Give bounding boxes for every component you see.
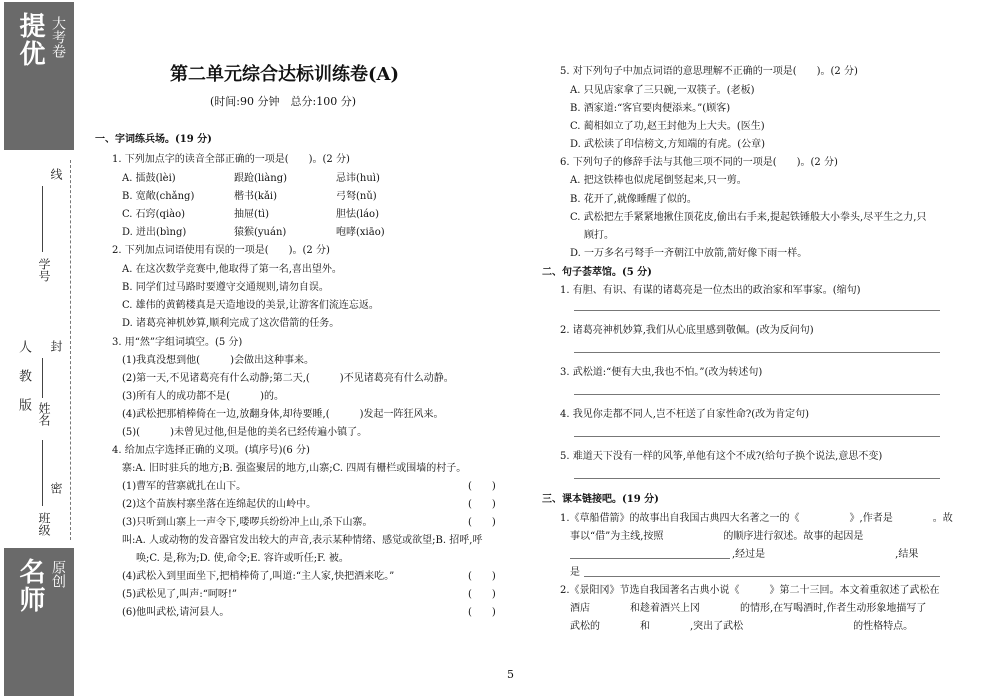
mark-xian: 线 — [49, 168, 63, 180]
option-a-word: 跟跄(liàng) — [234, 173, 288, 184]
fill-item: 事以“借”为主线,按照 的顺序进行叙述。故事的起因是 — [570, 531, 864, 542]
option-d: D. 迸出(bìng) — [122, 227, 187, 238]
brand-bottom-subtitle: 原创 — [50, 560, 66, 588]
brand-top-title: 提优 — [15, 12, 45, 68]
field-id-line — [42, 186, 43, 252]
answer-line — [574, 394, 940, 395]
option-a-word: 忌讳(huì) — [336, 173, 380, 184]
question-stem: 2. 下列加点词语使用有误的一项是( )。(2 分) — [112, 245, 330, 256]
option-a: A. 擂鼓(lèi) — [122, 173, 176, 184]
fill-item: (1)我真没想到他( )会做出这种事来。 — [122, 355, 314, 366]
definition-text: 叫:A. 人或动物的发音器官发出较大的声音,表示某种情绪、感觉或欲望;B. 招呼,呼 — [122, 535, 483, 546]
option-c: C. 石窍(qiào) — [122, 209, 186, 220]
section-heading: 一、字词练兵场。(19 分) — [95, 134, 212, 145]
answer-paren: ( ) — [468, 589, 496, 600]
question-stem: 4. 给加点字选择正确的义项。(填序号)(6 分) — [112, 445, 310, 456]
option-b-word: 楷书(kǎi) — [234, 191, 278, 202]
meaning-item: (4)武松入到里面坐下,把梢棒倚了,叫道:“主人家,快把酒来吃。” — [122, 571, 395, 582]
meaning-item: (1)曹军的营寨就扎在山下。 — [122, 481, 247, 492]
mark-mi: 密 — [49, 482, 63, 494]
meaning-item: (2)这个苗族村寨坐落在连绵起伏的山岭中。 — [122, 499, 317, 510]
brand-badge-top — [4, 2, 74, 150]
question-stem: 5. 对下列句子中加点词语的意思理解不正确的一项是( )。(2 分) — [560, 66, 858, 77]
answer-line — [574, 478, 940, 479]
fill-item: 2.《景阳冈》节选自我国著名古典小说《 》第二十三回。本文着重叙述了武松在 — [560, 585, 940, 596]
fill-item: 武松的 和 ,突出了武松 的性格特点。 — [570, 621, 914, 632]
option-b: B. 同学们过马路时要遵守交通规则,请勿自误。 — [122, 282, 329, 293]
page-number: 5 — [507, 668, 514, 681]
sentence-task: 2. 诸葛亮神机妙算,我们从心底里感到敬佩。(改为反问句) — [560, 325, 814, 336]
fill-item: 是 — [570, 567, 580, 578]
option-b-word: 弓弩(nǔ) — [336, 191, 377, 202]
fill-item: ,经过是 ,结果 — [732, 549, 919, 560]
blank-line — [570, 558, 730, 559]
fill-item: (3)所有人的成功都不是( )的。 — [122, 391, 284, 402]
option-c-word: 抽屉(tì) — [234, 209, 270, 220]
option-c-word: 胆怯(láo) — [336, 209, 379, 220]
option-c-cont: 顾打。 — [584, 230, 614, 241]
answer-paren: ( ) — [468, 607, 496, 618]
mark-feng: 封 — [49, 340, 63, 352]
binding-sidebar — [0, 0, 88, 698]
answer-line — [574, 352, 940, 353]
option-d-word: 咆哮(xiāo) — [336, 227, 385, 238]
fill-item: (2)第一天,不见诸葛亮有什么动静;第二天,( )不见诸葛亮有什么动静。 — [122, 373, 454, 384]
field-name-line — [42, 358, 43, 398]
sentence-task: 4. 我见你走都不同人,岂不枉送了自家性命?(改为肯定句) — [560, 409, 810, 420]
option-b: B. 酒家道:“客官要肉便添来。”(顾客) — [570, 103, 731, 114]
fill-item: 酒店 和趁着酒兴上冈 的情形,在写喝酒时,作者生动形象地描写了 — [570, 603, 927, 614]
brand-top-subtitle: 大考卷 — [50, 16, 66, 58]
answer-paren: ( ) — [468, 499, 496, 510]
option-a: A. 把这铁棒也似虎尾倒竖起来,只一剪。 — [570, 175, 747, 186]
option-d: D. 一万多名弓弩手一齐朝江中放箭,箭好像下雨一样。 — [570, 248, 808, 259]
field-class-line — [42, 440, 43, 506]
brand-badge-bottom — [4, 548, 74, 696]
sentence-task: 5. 难道天下没有一样的风筝,单他有这个不成?(给句子换个说法,意思不变) — [560, 451, 883, 462]
field-id-label: 学号 — [37, 258, 51, 282]
section-heading: 三、课本链接吧。(19 分) — [542, 494, 659, 505]
sentence-task: 3. 武松道:“便有大虫,我也不怕。”(改为转述句) — [560, 367, 763, 378]
field-class-label: 班级 — [37, 512, 51, 536]
option-b: B. 花开了,就像睡醒了似的。 — [570, 194, 697, 205]
blank-line — [584, 576, 940, 577]
answer-paren: ( ) — [468, 571, 496, 582]
section-heading: 二、句子荟萃馆。(5 分) — [542, 267, 652, 278]
question-stem: 1. 下列加点字的读音全部正确的一项是( )。(2 分) — [112, 154, 350, 165]
sentence-task: 1. 有胆、有识、有谋的诸葛亮是一位杰出的政治家和军事家。(缩句) — [560, 285, 861, 296]
definition-text: 寨:A. 旧时驻兵的地方;B. 强盗聚居的地方,山寨;C. 四周有栅栏或围墙的村子。 — [122, 463, 467, 474]
meaning-item: (6)他叫武松,请河县人。 — [122, 607, 230, 618]
paper-subtitle: (时间:90 分钟 总分:100 分) — [210, 95, 356, 108]
question-stem: 3. 用“然”字组词填空。(5 分) — [112, 337, 243, 348]
answer-paren: ( ) — [468, 517, 496, 528]
cut-line — [70, 160, 71, 540]
fill-item: (5)( )未曾见过他,但是他的美名已经传遍小镇了。 — [122, 427, 368, 438]
meaning-item: (3)只听到山寨上一声令下,喽啰兵纷纷冲上山,杀下山寨。 — [122, 517, 373, 528]
meaning-item: (5)武松见了,叫声:“呵呀!” — [122, 589, 237, 600]
answer-paren: ( ) — [468, 481, 496, 492]
fill-item: 1.《草船借箭》的故事出自我国古典四大名著之一的《 》,作者是 。故 — [560, 513, 953, 524]
field-name-label: 姓名 — [37, 402, 51, 426]
option-d: D. 武松读了印信榜文,方知端的有虎。(公章) — [570, 139, 765, 150]
option-a: A. 在这次数学竞赛中,他取得了第一名,喜出望外。 — [122, 264, 342, 275]
definition-text: 唤;C. 是,称为;D. 使,命令;E. 容许或听任;F. 被。 — [136, 553, 349, 564]
edition-label: 人 教 版 — [16, 340, 31, 418]
option-c: C. 武松把左手紧紧地揪住顶花皮,偷出右手来,提起铁锤般大小拳头,尽平生之力,只 — [570, 212, 927, 223]
answer-line — [574, 436, 940, 437]
question-stem: 6. 下列句子的修辞手法与其他三项不同的一项是( )。(2 分) — [560, 157, 838, 168]
option-c: C. 雄伟的黄鹤楼真是天造地设的美景,让游客们流连忘返。 — [122, 300, 379, 311]
option-a: A. 只见店家拿了三只碗,一双筷子。(老板) — [570, 85, 755, 96]
option-d: D. 诸葛亮神机妙算,顺利完成了这次借箭的任务。 — [122, 318, 340, 329]
option-b: B. 宽敞(chǎng) — [122, 191, 195, 202]
brand-bottom-title: 名师 — [15, 558, 45, 614]
option-d-word: 猿猴(yuán) — [234, 227, 287, 238]
fill-item: (4)武松把那梢棒倚在一边,放翻身体,却待要睡,( )发起一阵狂风来。 — [122, 409, 444, 420]
answer-line — [574, 310, 940, 311]
option-c: C. 蔺相如立了功,赵王封他为上大夫。(医生) — [570, 121, 765, 132]
paper-title: 第二单元综合达标训练卷(A) — [170, 64, 399, 85]
